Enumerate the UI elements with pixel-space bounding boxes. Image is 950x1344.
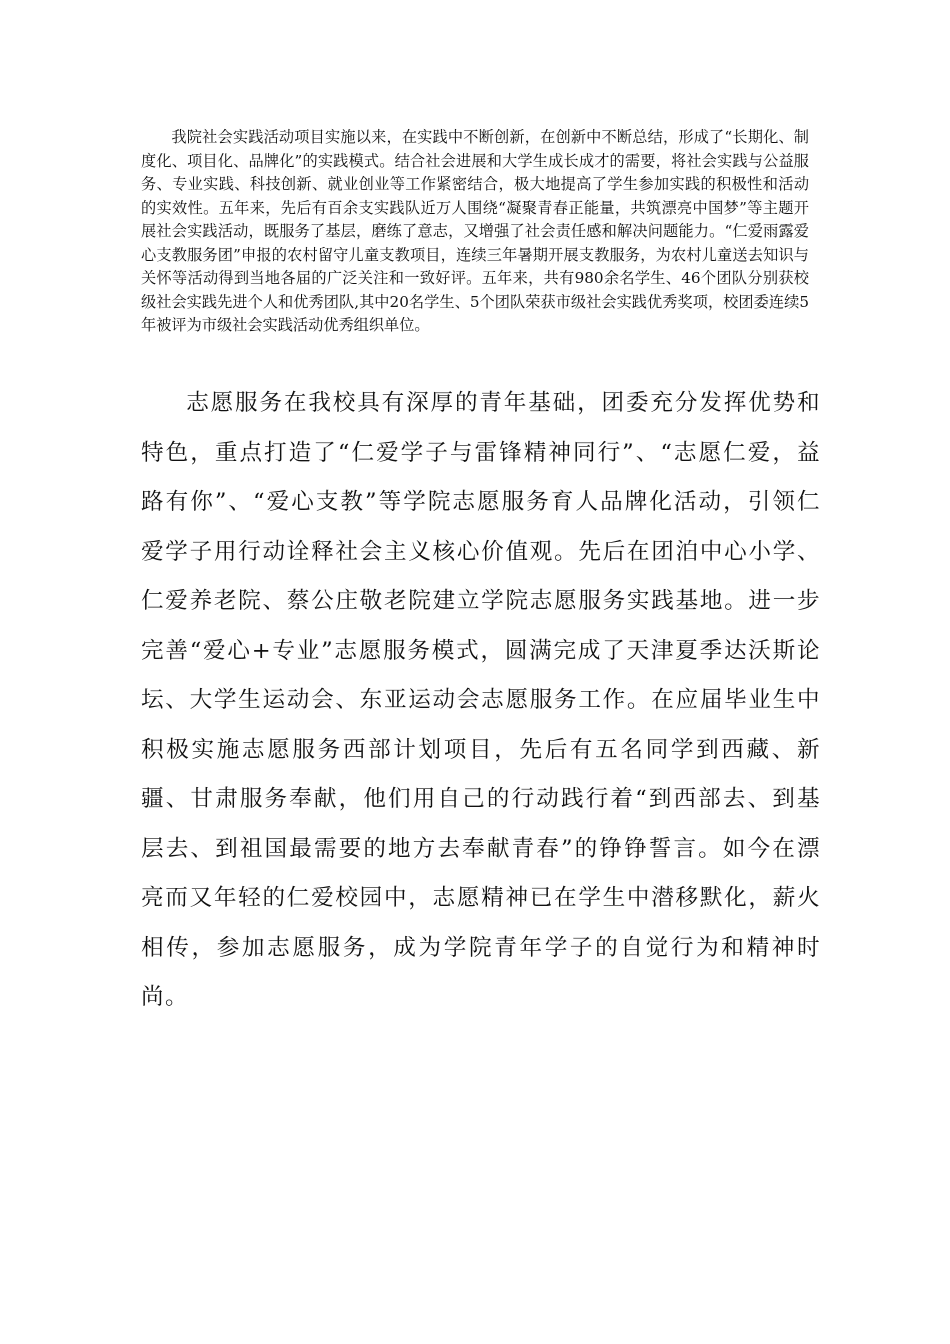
paragraph-volunteer-service: 志愿服务在我校具有深厚的青年基础，团委充分发挥优势和特色，重点打造了“仁爱学子与雷锋精神同行”、“志愿仁爱，益路有你”、“爱心支教”等学院志愿服务育人品牌化活动，引领仁爱学子用行动诠释社会主义核心价值观。先后在团泊中心小学、仁爱养老院、蔡公庄敬老院建立学院志愿服务实践基地。进一步完善“爱心+专业”志愿服务模式，圆满完成了天津夏季达沃斯论坛、大学生运动会、东亚运动会志愿服务工作。在应届毕业生中积极实施志愿服务西部计划项目，先后有五名同学到西藏、新疆、甘肃服务奉献，他们用自己的行动践行着“到西部去、到基层去、到祖国最需要的地方去奉献青春”的铮铮誓言。如今在漂亮而又年轻的仁爱校园中，志愿精神已在学生中潜移默化，薪火相传，参加志愿服务，成为学院青年学子的自觉行为和精神时尚。: [141, 390, 821, 1010]
paragraph-social-practice: 我院社会实践活动项目实施以来，在实践中不断创新，在创新中不断总结，形成了“长期化、制度化、项目化、品牌化”的实践模式。结合社会进展和大学生成长成才的需要，将社会实践与公益服务、专业实践、科技创新、就业创业等工作紧密结合，极大地提高了学生参加实践的积极性和活动的实效性。五年来，先后有百余支实践队近万人围绕“凝聚青春正能量，共筑漂亮中国梦”等主题开展社会实践活动，既服务了基层，磨练了意志，又增强了社会责任感和解决问题能力。“仁爱雨露爱心支教服务团”申报的农村留守儿童支教项目，连续三年暑期开展支教服务，为农村儿童送去知识与关怀等活动得到当地各届的广泛关注和一致好评。五年来，共有980余名学生、46个团队分别获校级社会实践先进个人和优秀团队,其中20名学生、5个团队荣获市级社会实践优秀奖项，校团委连续5年被评为市级社会实践活动优秀组织单位。: [141, 128, 809, 334]
